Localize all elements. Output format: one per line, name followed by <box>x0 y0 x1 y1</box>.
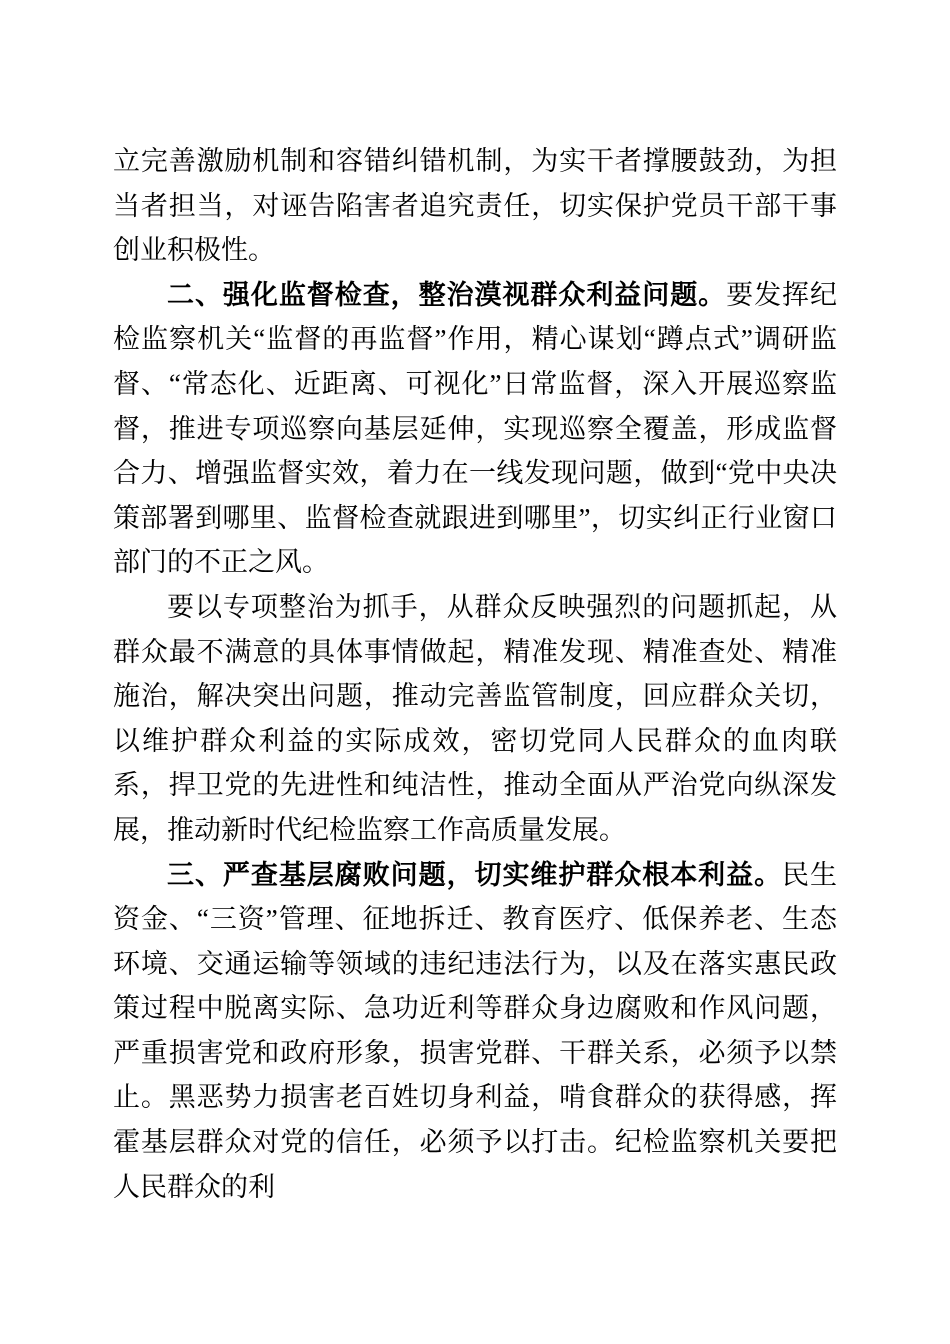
section-heading: 二、强化监督检查，整治漠视群众利益问题。 <box>167 279 727 310</box>
body-text: 立完善激励机制和容错纠错机制，为实干者撑腰鼓劲，为担当者担当，对诬告陷害者追究责任，切实保护党员干部干事创业积极性。 <box>113 146 837 266</box>
document-body <box>113 139 837 1209</box>
body-text: 要发挥纪检监察机关“监督的再监督”作用，精心谋划“蹲点式”调研监督、“常态化、近距离、可视化”日常监督，深入开展巡察监督，推进专项巡察向基层延伸，实现巡察全覆盖，形成监督合力、增强监督实效，着力在一线发现问题，做到“党中央决策部署到哪里、监督检查就跟进到哪里”，切实纠正行业窗口部门的不正之风。 <box>113 279 838 578</box>
paragraph <box>113 853 837 1210</box>
paragraph <box>113 139 837 273</box>
section-heading: 三、严查基层腐败问题，切实维护群众根本利益。 <box>167 859 783 890</box>
body-text: 民生资金、“三资”管理、征地拆迁、教育医疗、低保养老、生态环境、交通运输等领域的违纪违法行为，以及在落实惠民政策过程中脱离实际、急功近利等群众身边腐败和作风问题，严重损害党和政府形象，损害党群、干群关系，必须予以禁止。黑恶势力损害老百姓切身利益，啃食群众的获得感，挥霍基层群众对党的信任，必须予以打击。纪检监察机关要把人民群众的利 <box>113 859 838 1202</box>
paragraph <box>113 273 837 585</box>
paragraph <box>113 585 837 853</box>
body-text: 要以专项整治为抓手，从群众反映强烈的问题抓起，从群众最不满意的具体事情做起，精准发现、精准查处、精准施治，解决突出问题，推动完善监管制度，回应群众关切，以维护群众利益的实际成效，密切党同人民群众的血肉联系，捍卫党的先进性和纯洁性，推动全面从严治党向纵深发展，推动新时代纪检监察工作高质量发展。 <box>113 591 837 845</box>
